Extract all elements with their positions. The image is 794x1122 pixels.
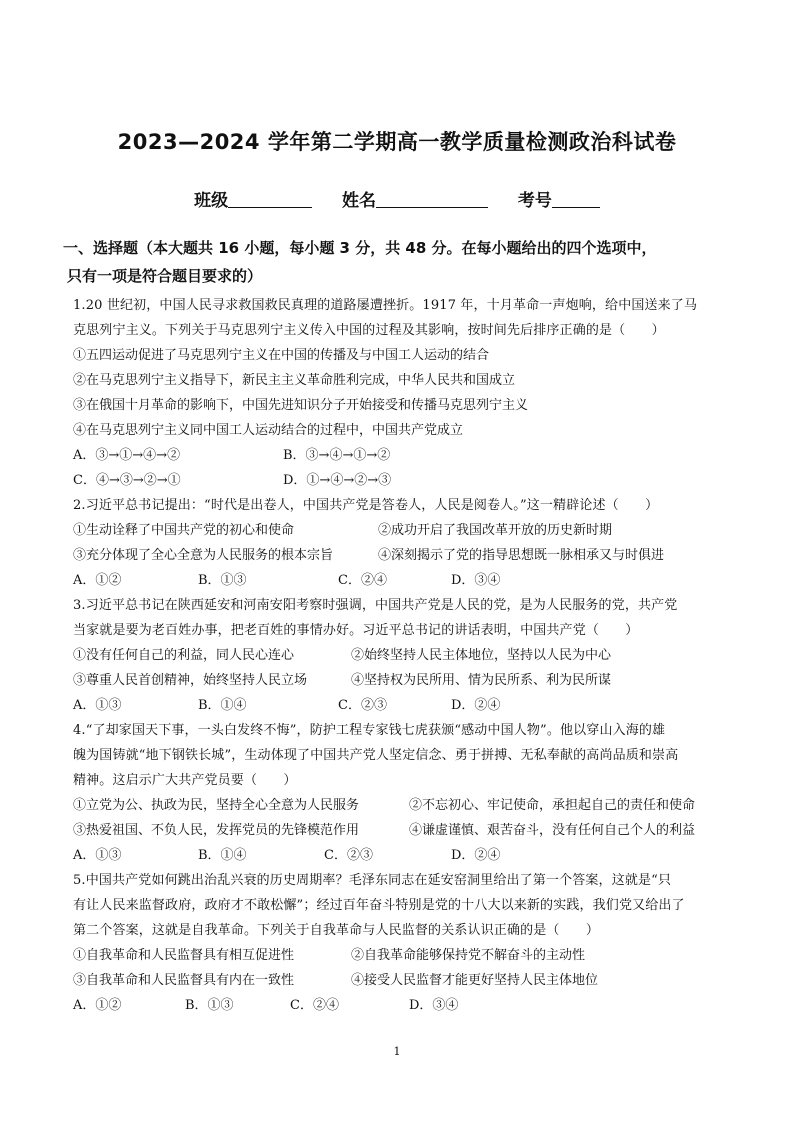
statement-item: ②始终坚持人民主体地位，坚持以人民为中心 (351, 648, 612, 663)
answer-option-b[interactable]: B．①④ (198, 698, 247, 713)
statement-row (73, 368, 733, 393)
statement-item: ①自我革命和人民监督具有相互促进性 (73, 948, 295, 963)
answer-option-d[interactable]: D．②④ (451, 848, 501, 863)
question-2 (73, 493, 733, 593)
statement-item: ②自我革命能够保持党不解奋斗的主动性 (351, 948, 586, 963)
answer-option-b[interactable]: B．①③ (185, 998, 234, 1013)
statement-row (73, 393, 733, 418)
statement-row (73, 968, 733, 993)
answer-options-row (73, 468, 733, 493)
answer-option-a[interactable]: A．①③ (73, 698, 122, 713)
question-4 (73, 718, 733, 868)
exam-number-blank[interactable] (552, 191, 600, 208)
answer-option-a[interactable]: A．③→①→④→② (73, 448, 181, 463)
statement-item: ②在马克思列宁主义指导下，新民主主义革命胜利完成，中华人民共和国成立 (73, 373, 516, 388)
answer-option-c[interactable]: C．②③ (338, 698, 387, 713)
statement-item: ②成功开启了我国改革开放的历史新时期 (378, 523, 613, 538)
answer-options-row (73, 443, 733, 468)
statement-item: ③热爱祖国、不负人民，发挥党员的先锋模范作用 (73, 823, 360, 838)
question-3 (73, 593, 733, 718)
answer-options-row (73, 993, 733, 1018)
answer-option-c[interactable]: C．②④ (290, 998, 339, 1013)
statement-row (73, 518, 733, 543)
statement-item: ③在俄国十月革命的影响下，中国先进知识分子开始接受和传播马克思列宁主义 (73, 398, 529, 413)
statement-row (73, 818, 733, 843)
answer-option-a[interactable]: A．①② (73, 573, 122, 588)
section-heading-line-2: 只有一项是符合题目要求的） (67, 267, 263, 285)
answer-option-d[interactable]: D．③④ (409, 998, 459, 1013)
statement-item: ③充分体现了全心全意为人民服务的根本宗旨 (73, 548, 334, 563)
statement-item: ④深刻揭示了党的指导思想既一脉相承又与时俱进 (378, 548, 665, 563)
question-stem-line: 2.习近平总书记提出：“时代是出卷人，中国共产党是答卷人，人民是阅卷人。”这一精辟论述（ ） (73, 498, 659, 513)
question-stem-line: 5.中国共产党如何跳出治乱兴衰的历史周期率？毛泽东同志在延安窑洞里给出了第一个答案，这就是“只 (73, 873, 672, 888)
statement-row (73, 543, 733, 568)
answer-options-row (73, 843, 733, 868)
student-info-row (0, 186, 794, 211)
answer-option-c[interactable]: C．②④ (338, 573, 387, 588)
question-stem-line: 第二个答案，这就是自我革命。下列关于自我革命与人民监督的关系认识正确的是（ ） (73, 923, 600, 938)
name-field[interactable] (342, 186, 488, 211)
statement-row (73, 793, 733, 818)
question-stem-line: 有让人民来监督政府，政府才不敢松懈”；经过百年奋斗特别是党的十八大以来新的实践，我们党又给出了 (73, 898, 685, 913)
statement-item: ②不忘初心、牢记使命，承担起自己的责任和使命 (409, 798, 696, 813)
statement-row (73, 943, 733, 968)
question-stem-line: 1.20 世纪初，中国人民寻求救国救民真理的道路屡遭挫折。1917 年，十月革命一声炮响，给中国送来了马 (73, 298, 698, 313)
question-stem-line: 当家就是要为老百姓办事，把老百姓的事情办好。习近平总书记的讲话表明，中国共产党（ ） (73, 623, 639, 638)
question-list (73, 293, 733, 1018)
statement-row (73, 343, 733, 368)
statement-item: ④接受人民监督才能更好坚持人民主体地位 (351, 973, 599, 988)
statement-item: ①五四运动促进了马克思列宁主义在中国的传播及与中国工人运动的结合 (73, 348, 490, 363)
statement-item: ③尊重人民首创精神，始终坚持人民立场 (73, 673, 308, 688)
exam-title: 2023—2024 学年第二学期高一教学质量检测政治科试卷 (117, 130, 677, 154)
section-heading (63, 234, 743, 290)
class-blank[interactable] (228, 191, 312, 208)
class-field[interactable] (194, 186, 312, 211)
statement-item: ①生动诠释了中国共产党的初心和使命 (73, 523, 295, 538)
statement-item: ④坚持权为民所用、情为民所系、利为民所谋 (351, 673, 612, 688)
answer-option-b[interactable]: B．①③ (198, 573, 247, 588)
name-blank[interactable] (376, 191, 488, 208)
statement-row (73, 418, 733, 443)
answer-options-row (73, 568, 733, 593)
answer-option-d[interactable]: D．①→④→②→③ (283, 473, 392, 488)
question-stem-line: 精神。这启示广大共产党员要（ ） (73, 773, 297, 788)
statement-item: ①没有任何自己的利益，同人民心连心 (73, 648, 295, 663)
exam-number-label: 考号 (517, 191, 552, 211)
question-5 (73, 868, 733, 1018)
answer-option-a[interactable]: A．①② (73, 998, 122, 1013)
statement-item: ④谦虚谨慎、艰苦奋斗，没有任何自己个人的利益 (409, 823, 696, 838)
class-label: 班级 (194, 191, 229, 211)
question-stem-line: 4.“了却家国天下事，一头白发终不悔”，防护工程专家钱七虎获颁“感动中国人物”。他以穿山入海的雄 (73, 723, 666, 738)
statement-item: ④在马克思列宁主义同中国工人运动结合的过程中，中国共产党成立 (73, 423, 464, 438)
question-1 (73, 293, 733, 493)
question-stem-line: 克思列宁主义。下列关于马克思列宁主义传入中国的过程及其影响，按时间先后排序正确的是（ ） (73, 323, 665, 338)
question-stem-line: 3.习近平总书记在陕西延安和河南安阳考察时强调，中国共产党是人民的党，是为人民服务的党，共产党 (73, 598, 678, 613)
answer-option-a[interactable]: A．①③ (73, 848, 122, 863)
answer-option-b[interactable]: B．①④ (198, 848, 247, 863)
page-number: 1 (393, 1045, 401, 1058)
statement-item: ③自我革命和人民监督具有内在一致性 (73, 973, 295, 988)
statement-row (73, 668, 733, 693)
statement-item: ①立党为公、执政为民，坚持全心全意为人民服务 (73, 798, 360, 813)
answer-options-row (73, 693, 733, 718)
answer-option-c[interactable]: C．②③ (324, 848, 373, 863)
question-stem-line: 魄为国铸就“地下钢铁长城”，生动体现了中国共产党人坚定信念、勇于拼搏、无私奉献的高尚品质和崇高 (73, 748, 679, 763)
answer-option-d[interactable]: D．③④ (451, 573, 501, 588)
answer-option-b[interactable]: B．③→④→①→② (283, 448, 391, 463)
exam-number-field[interactable] (518, 186, 600, 211)
name-label: 姓名 (342, 191, 376, 211)
answer-option-c[interactable]: C．④→③→②→① (73, 473, 181, 488)
statement-row (73, 643, 733, 668)
answer-option-d[interactable]: D．②④ (451, 698, 501, 713)
section-heading-line-1: 一、选择题（本大题共 16 小题，每小题 3 分，共 48 分。在每小题给出的四个选项中， (63, 239, 657, 257)
